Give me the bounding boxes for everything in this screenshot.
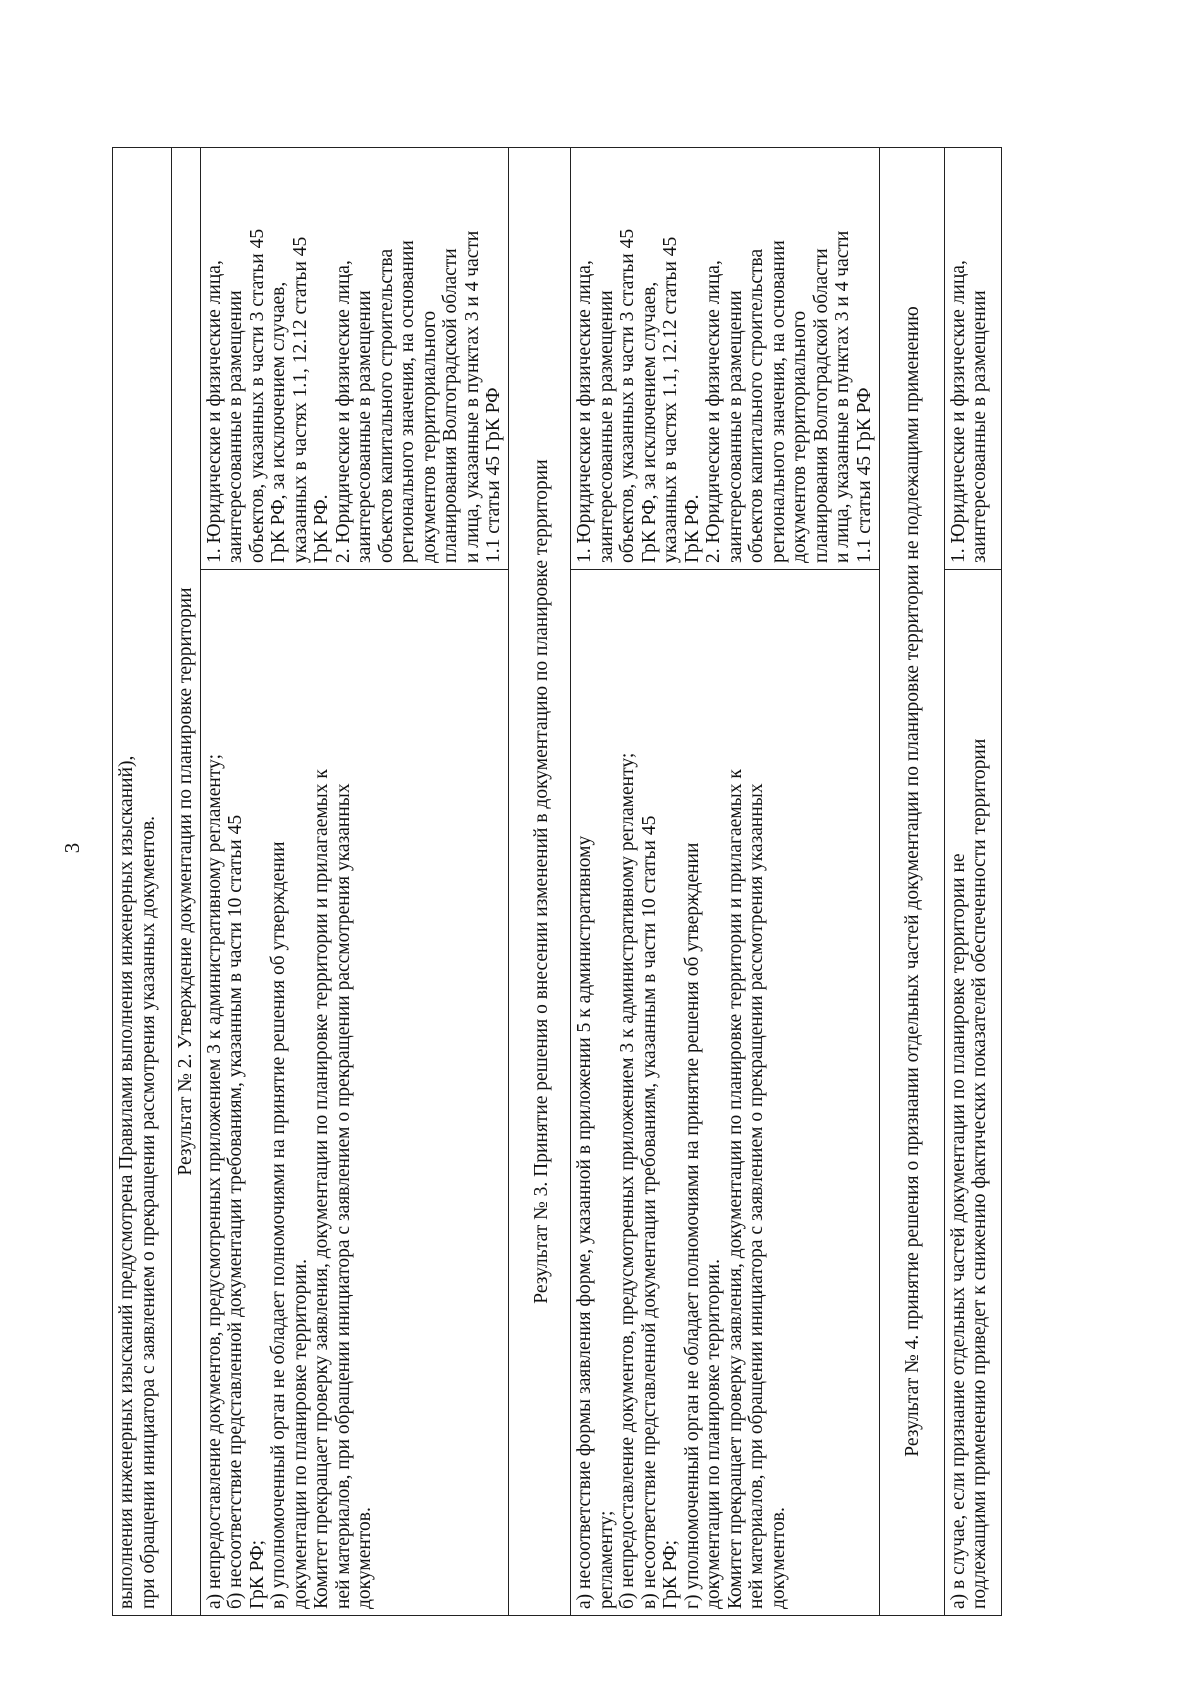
page-number: 3	[60, 842, 84, 854]
section-title-2: Результат № 2. Утверждение документации по планировке территории	[172, 148, 201, 1616]
section-body-row	[200, 148, 508, 1616]
rotated-page	[0, 28, 1200, 1668]
requirements-table	[112, 147, 1002, 1616]
section-body-row	[571, 148, 880, 1616]
grounds-cell-3: а) несоответствие формы заявления форме, указанной в приложении 5 к административному регламенту; б) непредоставление документов, предусмотренных приложением 3 к административному регламенту; в) несоответствие представленной документации требованиям, указанным в части 10 статьи 45 ГрК РФ; г) уполномоченный орган не обладает полномочиями на принятие решения об утверждении документации по планировке территории. Комитет прекращает проверку заявления, документации по планировке территории и прилагаемых к ней материалов, при обращении инициатора с заявлением о прекращении рассмотрения указанных документов.	[571, 570, 880, 1616]
section-body-row	[944, 148, 1001, 1616]
applicants-cell-2: 1. Юридические и физические лица, заинтересованные в размещении объектов, указанных в части 3 статьи 45 ГрК РФ, за исключением случаев, указанных в частях 1.1, 12.12 статьи 45 ГрК РФ. 2. Юридические и физические лица, заинтересованные в размещении объектов капитального строительства регионального значения, на основании документов территориального планирования Волгоградской области и лица, указанные в пунктах 3 и 4 части 1.1 статьи 45 ГрК РФ	[200, 148, 508, 570]
section-title-4: Результат № 4. принятие решения о признании отдельных частей документации по планировке территории не подлежащими применению	[880, 148, 945, 1616]
section-heading-row	[880, 148, 945, 1616]
section-heading-row	[172, 148, 201, 1616]
section-heading-row	[508, 148, 571, 1616]
continuation-row	[113, 148, 172, 1616]
applicants-cell-4: 1. Юридические и физические лица, заинтересованные в размещении	[944, 148, 1001, 570]
continuation-text: выполнения инженерных изысканий предусмотрена Правилами выполнения инженерных изысканий), при обращении инициатора с заявлением о прекращении рассмотрения указанных документов.	[113, 148, 172, 1616]
section-title-3: Результат № 3. Принятие решения о внесении изменений в документацию по планировке территории	[508, 148, 571, 1616]
grounds-cell-2: а) непредоставление документов, предусмотренных приложением 3 к административному регламенту; б) несоответствие представленной документации требованиям, указанным в части 10 статьи 45 ГрК РФ; в) уполномоченный орган не обладает полномочиями на принятие решения об утверждении документации по планировке территории. Комитет прекращает проверку заявления, документации по планировке территории и прилагаемых к ней материалов, при обращении инициатора с заявлением о прекращении рассмотрения указанных документов.	[200, 570, 508, 1616]
applicants-cell-3: 1. Юридические и физические лица, заинтересованные в размещении объектов, указанных в части 3 статьи 45 ГрК РФ, за исключением случаев, указанных в частях 1.1, 12.12 статьи 45 ГрК РФ. 2. Юридические и физические лица, заинтересованные в размещении объектов капитального строительства регионального значения, на основании документов территориального планирования Волгоградской области и лица, указанные в пунктах 3 и 4 части 1.1 статьи 45 ГрК РФ	[571, 148, 880, 570]
grounds-cell-4: а) в случае, если признание отдельных частей документации по планировке территории не подлежащими применению приведет к снижению фактических показателей обеспеченности территории	[944, 570, 1001, 1616]
